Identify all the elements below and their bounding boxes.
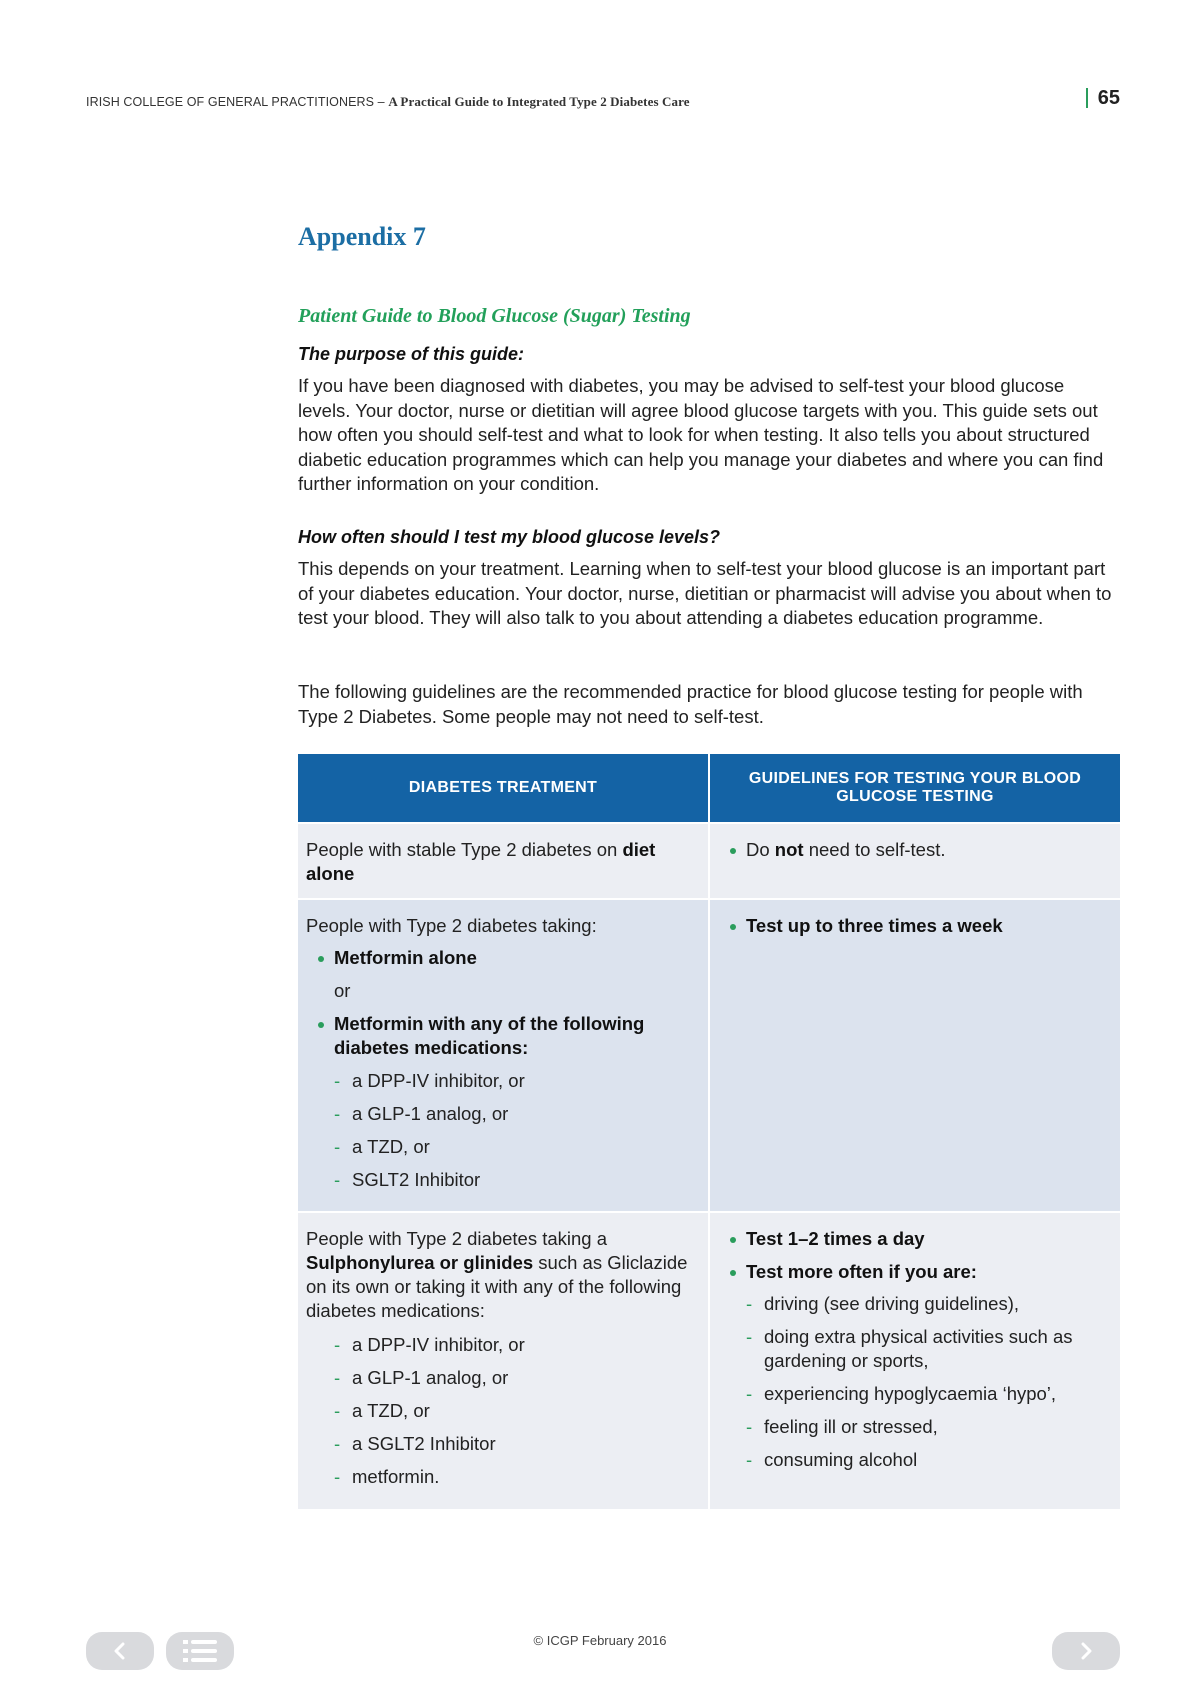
list-item: - doing extra physical activities such as gardening or sports, bbox=[746, 1325, 1110, 1373]
guideline-bold: not bbox=[774, 839, 804, 860]
treatment-list bbox=[306, 946, 698, 970]
previous-page-button[interactable] bbox=[86, 1632, 154, 1670]
list-item bbox=[728, 1227, 1110, 1251]
following-text: The following guidelines are the recommended practice for blood glucose testing for people with Type 2 Diabetes. Some people may not need to self-test. bbox=[298, 681, 1083, 727]
table-row bbox=[298, 823, 1120, 899]
list-item: - a GLP-1 analog, or bbox=[334, 1366, 698, 1390]
treatment-cell bbox=[298, 899, 709, 1212]
header-treatment: DIABETES TREATMENT bbox=[298, 754, 709, 823]
guide-title: Patient Guide to Blood Glucose (Sugar) Testing bbox=[298, 305, 691, 327]
chevron-right-icon bbox=[1076, 1641, 1096, 1661]
guideline-bold: Test more often if you are: bbox=[746, 1261, 977, 1282]
purpose-text: If you have been diagnosed with diabetes, you may be advised to self-test your blood glucose levels. Your doctor, nurse or dietitian will agree blood glucose targets with you. This guide sets out how often you should self-test and what to look for when testing. It also tells you about structured diabetic education programmes which can help you manage your diabetes and where you can find further information on your condition. bbox=[298, 375, 1104, 494]
list-item: - feeling ill or stressed, bbox=[746, 1415, 1110, 1439]
guideline-list bbox=[728, 914, 1110, 938]
medication-list bbox=[306, 1333, 698, 1489]
treatment-bold: diet alone bbox=[306, 839, 656, 884]
treatment-bold: Metformin with any of the following diabetes medications: bbox=[334, 1013, 645, 1058]
treatment-cell bbox=[298, 1212, 709, 1509]
how-often-heading: How often should I test my blood glucose levels? bbox=[298, 527, 721, 547]
treatment-text: People with stable Type 2 diabetes on bbox=[306, 839, 623, 860]
list-item: - driving (see driving guidelines), bbox=[746, 1292, 1110, 1316]
treatment-intro: People with Type 2 diabetes taking: bbox=[306, 915, 597, 936]
list-item: - a DPP-IV inhibitor, or bbox=[334, 1069, 698, 1093]
appendix-title: Appendix 7 bbox=[298, 222, 426, 251]
page-number: 65 bbox=[1086, 88, 1120, 108]
how-often-text: This depends on your treatment. Learning when to self-test your blood glucose is an important part of your diabetes education. Your doctor, nurse, dietitian or pharmacist will advise you about when to test your blood. They will also talk to you about attending a diabetes education programme. bbox=[298, 558, 1112, 628]
treatment-intro bbox=[306, 1227, 698, 1323]
list-item: - experiencing hypoglycaemia ‘hypo’, bbox=[746, 1382, 1110, 1406]
header-title: A Practical Guide to Integrated Type 2 Diabetes Care bbox=[388, 94, 690, 109]
header-org: IRISH COLLEGE OF GENERAL PRACTITIONERS – bbox=[86, 95, 389, 109]
list-item bbox=[728, 838, 1110, 862]
guideline-list bbox=[728, 838, 1110, 862]
how-often-section bbox=[298, 527, 1120, 631]
list-item: - a TZD, or bbox=[334, 1135, 698, 1159]
purpose-heading: The purpose of this guide: bbox=[298, 344, 524, 364]
list-item bbox=[728, 1260, 1110, 1472]
list-item bbox=[316, 946, 698, 970]
guidelines-table bbox=[298, 754, 1120, 1509]
guideline-cell bbox=[709, 1212, 1120, 1509]
guideline-cell bbox=[709, 823, 1120, 899]
list-item: - SGLT2 Inhibitor bbox=[334, 1168, 698, 1192]
list-item: - metformin. bbox=[334, 1465, 698, 1489]
table-row bbox=[298, 1212, 1120, 1509]
treatment-text: People with Type 2 diabetes taking a bbox=[306, 1228, 608, 1249]
treatment-cell bbox=[298, 823, 709, 899]
list-item bbox=[728, 914, 1110, 938]
or-text: or bbox=[334, 980, 351, 1001]
list-item: - a DPP-IV inhibitor, or bbox=[334, 1333, 698, 1357]
purpose-section bbox=[298, 344, 1120, 497]
treatment-bold: Sulphonylurea or glinides bbox=[306, 1252, 534, 1273]
situation-list bbox=[746, 1292, 1110, 1472]
list-item: - a TZD, or bbox=[334, 1399, 698, 1423]
running-header bbox=[86, 94, 1118, 116]
guideline-bold: Test up to three times a week bbox=[746, 915, 1003, 936]
guideline-bold: Test 1–2 times a day bbox=[746, 1228, 925, 1249]
list-item: - consuming alcohol bbox=[746, 1448, 1110, 1472]
guideline-cell bbox=[709, 899, 1120, 1212]
chevron-left-icon bbox=[110, 1641, 130, 1661]
treatment-text: such as Gliclazide on its own or taking it with any of the following diabetes medications: bbox=[306, 1252, 688, 1321]
guideline-text: need to self-test. bbox=[803, 839, 946, 860]
guideline-list bbox=[728, 1227, 1110, 1472]
list-item bbox=[316, 1012, 698, 1060]
list-item: - a SGLT2 Inhibitor bbox=[334, 1432, 698, 1456]
list-item: - a GLP-1 analog, or bbox=[334, 1102, 698, 1126]
header-guidelines: GUIDELINES FOR TESTING YOUR BLOOD GLUCOSE TESTING bbox=[709, 754, 1120, 823]
footer-copyright: © ICGP February 2016 bbox=[533, 1633, 667, 1648]
medication-list bbox=[306, 1069, 698, 1192]
treatment-bold: Metformin alone bbox=[334, 947, 477, 968]
contents-list-icon bbox=[180, 1636, 220, 1666]
guideline-text: Do bbox=[746, 839, 775, 860]
table-row bbox=[298, 899, 1120, 1212]
next-page-button[interactable] bbox=[1052, 1632, 1120, 1670]
contents-button[interactable] bbox=[166, 1632, 234, 1670]
treatment-list bbox=[306, 1012, 698, 1060]
following-section bbox=[298, 680, 1120, 729]
